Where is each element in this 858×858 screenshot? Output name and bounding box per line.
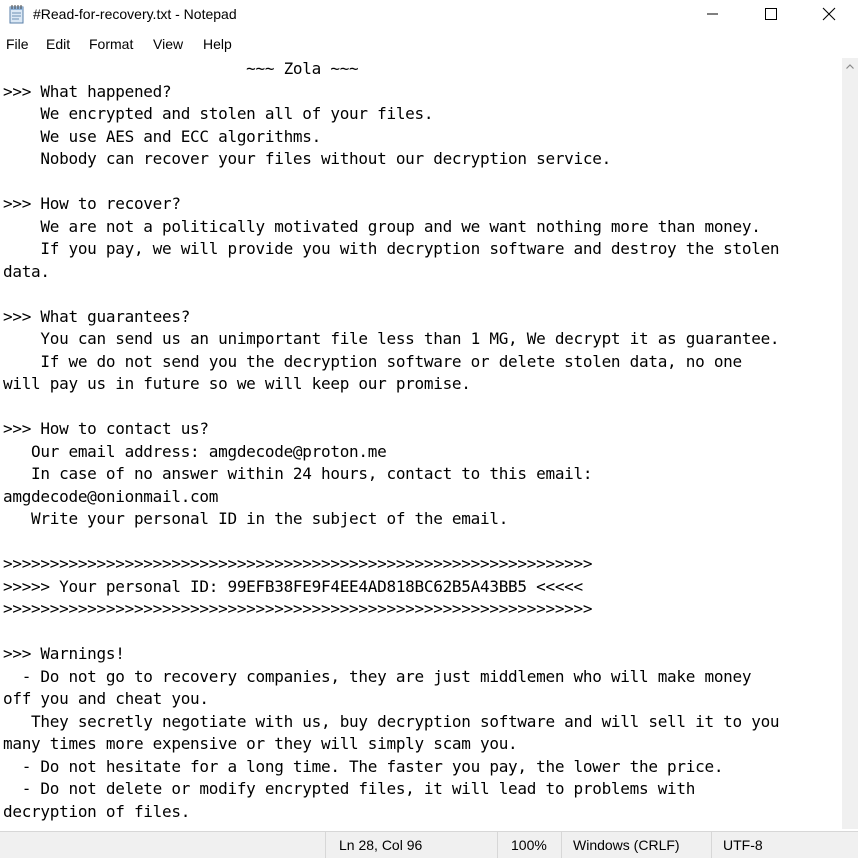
menu-format[interactable]: Format [89,36,134,52]
status-divider [497,832,498,858]
vertical-scrollbar[interactable] [842,58,858,829]
menu-file[interactable]: File [6,36,29,52]
close-icon [822,7,836,21]
status-line-ending: Windows (CRLF) [573,837,680,853]
status-encoding: UTF-8 [723,837,763,853]
menu-bar [0,31,858,56]
scroll-up-button[interactable] [842,58,858,75]
maximize-icon [764,7,778,21]
minimize-button[interactable] [684,0,742,30]
title-bar[interactable] [0,0,858,30]
status-divider [711,832,712,858]
menu-edit[interactable]: Edit [46,36,71,52]
status-divider [325,832,326,858]
notepad-icon [9,5,25,24]
menu-view[interactable]: View [153,36,184,52]
text-editor[interactable] [0,58,842,829]
status-divider [561,832,562,858]
close-button[interactable] [800,0,858,30]
chevron-up-icon [846,64,854,69]
status-zoom: 100% [511,837,547,853]
minimize-icon [706,7,720,21]
status-cursor-position: Ln 28, Col 96 [339,837,423,853]
maximize-button[interactable] [742,0,800,30]
window-title: #Read-for-recovery.txt - Notepad [33,6,237,22]
document-text[interactable]: ~~~ Zola ~~~ >>> What happened? We encrypted and stolen all of your files. We use AES and ECC algorithms. Nobody can recover your files without our decryption service. >>> How to recover? We are not a politically motivated group and we want nothing more than money. If you pay, we will provide you with decryption software and destroy the stolen data. >>> What guarantees? You can send us an unimportant file less than 1 MG, We decrypt it as guarantee. If we do not send you the decryption software or delete stolen data, no one will pay us in future so we will keep our promise. >>> How to contact us? Our email address: amgdecode@proton.me In case of no answer within 24 hours, contact to this email: amgdecode@onionmail.com Write your personal ID in the subject of the email. >>>>>>>>>>>>>>>>>>>>>>>>>>>>>>>>>>>>>>>>>>>>>>>>>>>>>>>>>>>>>>> >>>>> Your personal ID: 99EFB38FE9F4EE4AD818BC62B5A43BB5 <<<<< >>>>>>>>>>>>>>>>>>>>>>>>>>>>>>>>>>>>>>>>>>>>>>>>>>>>>>>>>>>>>>> >>> Warnings! - Do not go to recovery companies, they are just middlemen who will make money off you and cheat you. They secretly negotiate with us, buy decryption software and will sell it to you many times more expensive or they will simply scam you. - Do not hesitate for a long time. The faster you pay, the lower the price. - Do not delete or modify encrypted files, it will lead to problems with decryption of files. [3,59,780,821]
status-bar [0,831,858,858]
menu-help[interactable]: Help [203,36,232,52]
